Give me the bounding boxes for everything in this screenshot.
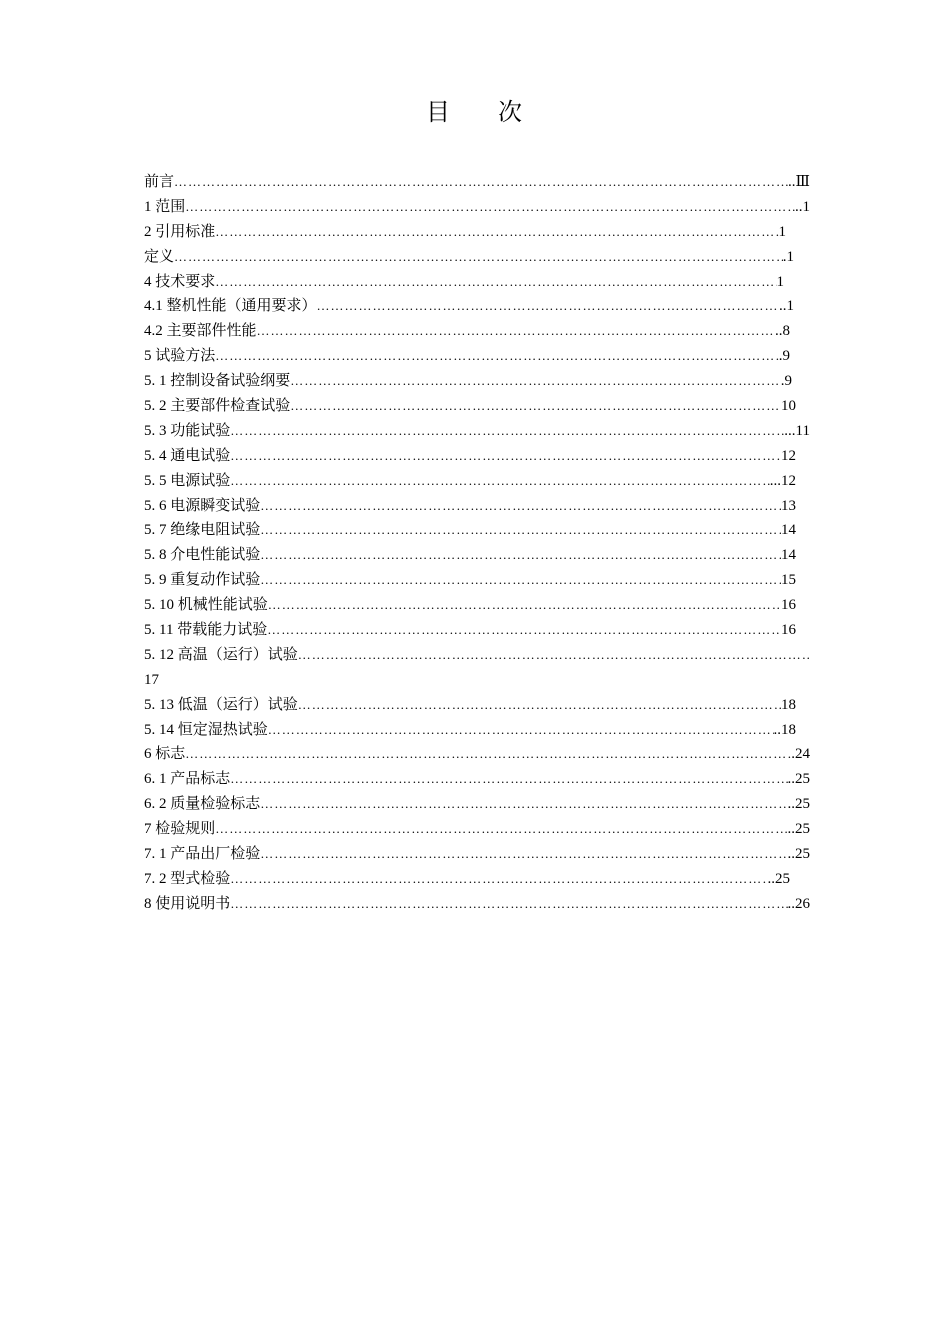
toc-entry (144, 444, 810, 469)
toc-entry-page: 10 (781, 398, 796, 415)
toc-entry-page: 14 (781, 547, 796, 564)
toc-entry-label: 17 (144, 671, 159, 688)
toc-leader-dots (260, 543, 781, 568)
toc-leader-dots (267, 618, 781, 643)
toc-entry-continuation (144, 668, 810, 693)
toc-entry-label: 5. 1 控制设备试验纲要 (144, 373, 291, 390)
toc-entry-page: .9 (780, 373, 792, 390)
toc-leader-dots (290, 369, 780, 394)
toc-entry-page: ..8 (775, 323, 790, 340)
toc-entry-page: 15 (781, 572, 796, 589)
toc-leader-dots (268, 593, 781, 618)
toc-entry-page: ..Ⅲ (788, 174, 810, 190)
toc-leader-dots (215, 344, 778, 369)
toc-entry (144, 419, 810, 444)
toc-entry-page: ...11 (784, 422, 810, 439)
toc-entry (144, 693, 810, 718)
toc-leader-dots (260, 518, 781, 543)
toc-entry-label: 5. 12 高温（运行）试验 (144, 646, 298, 663)
toc-entry (144, 718, 810, 743)
toc-entry-page: 14 (781, 522, 796, 539)
toc-entry-page: 16 (781, 622, 796, 639)
toc-entry (144, 867, 810, 892)
title-char-2: 次 (498, 98, 524, 126)
toc-entry-label: 5. 7 绝缘电阻试验 (144, 522, 261, 539)
toc-entry-label: 1 范围 (144, 198, 186, 215)
toc-leader-dots (215, 270, 776, 295)
toc-leader-dots (174, 170, 788, 195)
toc-entry-page: ..18 (773, 721, 796, 738)
toc-entry-page: ..25 (787, 796, 810, 813)
toc-entry-label: 5. 14 恒定湿热试验 (144, 721, 268, 738)
toc-entry-page: 13 (781, 497, 796, 514)
toc-leader-dots (260, 842, 787, 867)
toc-entry (144, 618, 810, 643)
toc-entry (144, 220, 810, 245)
toc-entry-page: ..25 (787, 846, 810, 863)
toc-leader-dots (230, 892, 787, 917)
toc-entry-page: ...12 (769, 472, 796, 489)
toc-leader-dots (260, 494, 781, 519)
toc-entry-label: 4.1 整机性能（通用要求） (144, 298, 317, 315)
toc-entry-page: .24 (791, 746, 810, 763)
toc-entry-label: 6. 2 质量检验标志 (144, 796, 261, 813)
toc-entry (144, 767, 810, 792)
toc-leader-dots (185, 195, 795, 220)
toc-entry (144, 742, 810, 767)
toc-entry (144, 792, 810, 817)
toc-entry-label: 7. 1 产品出厂检验 (144, 846, 261, 863)
toc-leader-dots (185, 742, 791, 767)
table-of-contents (144, 170, 810, 917)
toc-entry (144, 892, 810, 917)
toc-entry (144, 568, 810, 593)
toc-entry-label: 5. 4 通电试验 (144, 447, 231, 464)
toc-entry-label: 5. 3 功能试验 (144, 422, 231, 439)
toc-entry (144, 319, 810, 344)
toc-entry (144, 344, 810, 369)
toc-entry (144, 842, 810, 867)
toc-entry-page: ..1 (779, 298, 794, 315)
toc-leader-dots (317, 294, 779, 319)
toc-entry-page: ..26 (787, 895, 810, 912)
toc-leader-dots (257, 319, 775, 344)
toc-entry-label: 5. 8 介电性能试验 (144, 547, 261, 564)
toc-entry-label: 6. 1 产品标志 (144, 771, 231, 788)
toc-entry-label: 5. 6 电源瞬变试验 (144, 497, 261, 514)
toc-leader-dots (260, 568, 781, 593)
toc-entry-label: 5. 13 低温（运行）试验 (144, 696, 298, 713)
toc-leader-dots (230, 444, 781, 469)
toc-entry-page: 18 (781, 696, 796, 713)
toc-entry-label: 定义 (144, 248, 175, 265)
toc-entry-label: 5. 9 重复动作试验 (144, 572, 261, 589)
toc-leader-dots (268, 718, 774, 743)
page-title (0, 92, 950, 127)
toc-leader-dots (215, 817, 787, 842)
toc-leader-dots (215, 220, 778, 245)
toc-entry-label: 5. 5 电源试验 (144, 472, 231, 489)
toc-entry-page: ..1 (795, 198, 810, 215)
toc-entry-label: 5 试验方法 (144, 348, 216, 365)
toc-entry-page: ..25 (787, 821, 810, 838)
toc-entry-label: 6 标志 (144, 746, 186, 763)
toc-entry-page: 16 (781, 597, 796, 614)
toc-entry-page: 1 (776, 273, 784, 290)
toc-leader-dots (230, 469, 769, 494)
toc-entry-label: 5. 11 带载能力试验 (144, 622, 268, 639)
toc-entry (144, 817, 810, 842)
toc-leader-dots (290, 394, 781, 419)
toc-leader-dots (260, 792, 787, 817)
toc-entry-page: .1 (782, 248, 794, 265)
toc-entry-page: 1 (778, 223, 786, 240)
toc-leader-dots (230, 767, 787, 792)
toc-entry-page: .9 (778, 348, 790, 365)
toc-entry (144, 593, 810, 618)
toc-entry (144, 394, 810, 419)
toc-leader-dots (174, 245, 783, 270)
toc-entry (144, 494, 810, 519)
toc-entry (144, 643, 810, 668)
toc-entry (144, 170, 810, 195)
toc-leader-dots (298, 643, 810, 668)
toc-entry (144, 469, 810, 494)
toc-entry-label: 5. 2 主要部件检查试验 (144, 398, 291, 415)
toc-entry (144, 543, 810, 568)
toc-entry (144, 294, 810, 319)
toc-entry-page: ..25 (787, 771, 810, 788)
toc-entry-label: 前言 (144, 174, 175, 190)
toc-entry (144, 270, 810, 295)
toc-entry (144, 518, 810, 543)
toc-entry (144, 369, 810, 394)
toc-leader-dots (298, 693, 781, 718)
toc-leader-dots (230, 867, 767, 892)
toc-entry-label: 8 使用说明书 (144, 895, 231, 912)
toc-entry-label: 5. 10 机械性能试验 (144, 597, 268, 614)
toc-leader-dots (230, 419, 784, 444)
toc-entry-page: 12 (781, 447, 796, 464)
title-char-1: 目 (426, 98, 452, 126)
toc-entry (144, 245, 810, 270)
toc-entry-label: 7. 2 型式检验 (144, 870, 231, 887)
toc-entry-label: 4.2 主要部件性能 (144, 323, 257, 340)
toc-entry-label: 2 引用标准 (144, 223, 216, 240)
toc-entry-page: ..25 (767, 870, 790, 887)
toc-entry (144, 195, 810, 220)
toc-entry-label: 4 技术要求 (144, 273, 216, 290)
toc-entry-label: 7 检验规则 (144, 821, 216, 838)
